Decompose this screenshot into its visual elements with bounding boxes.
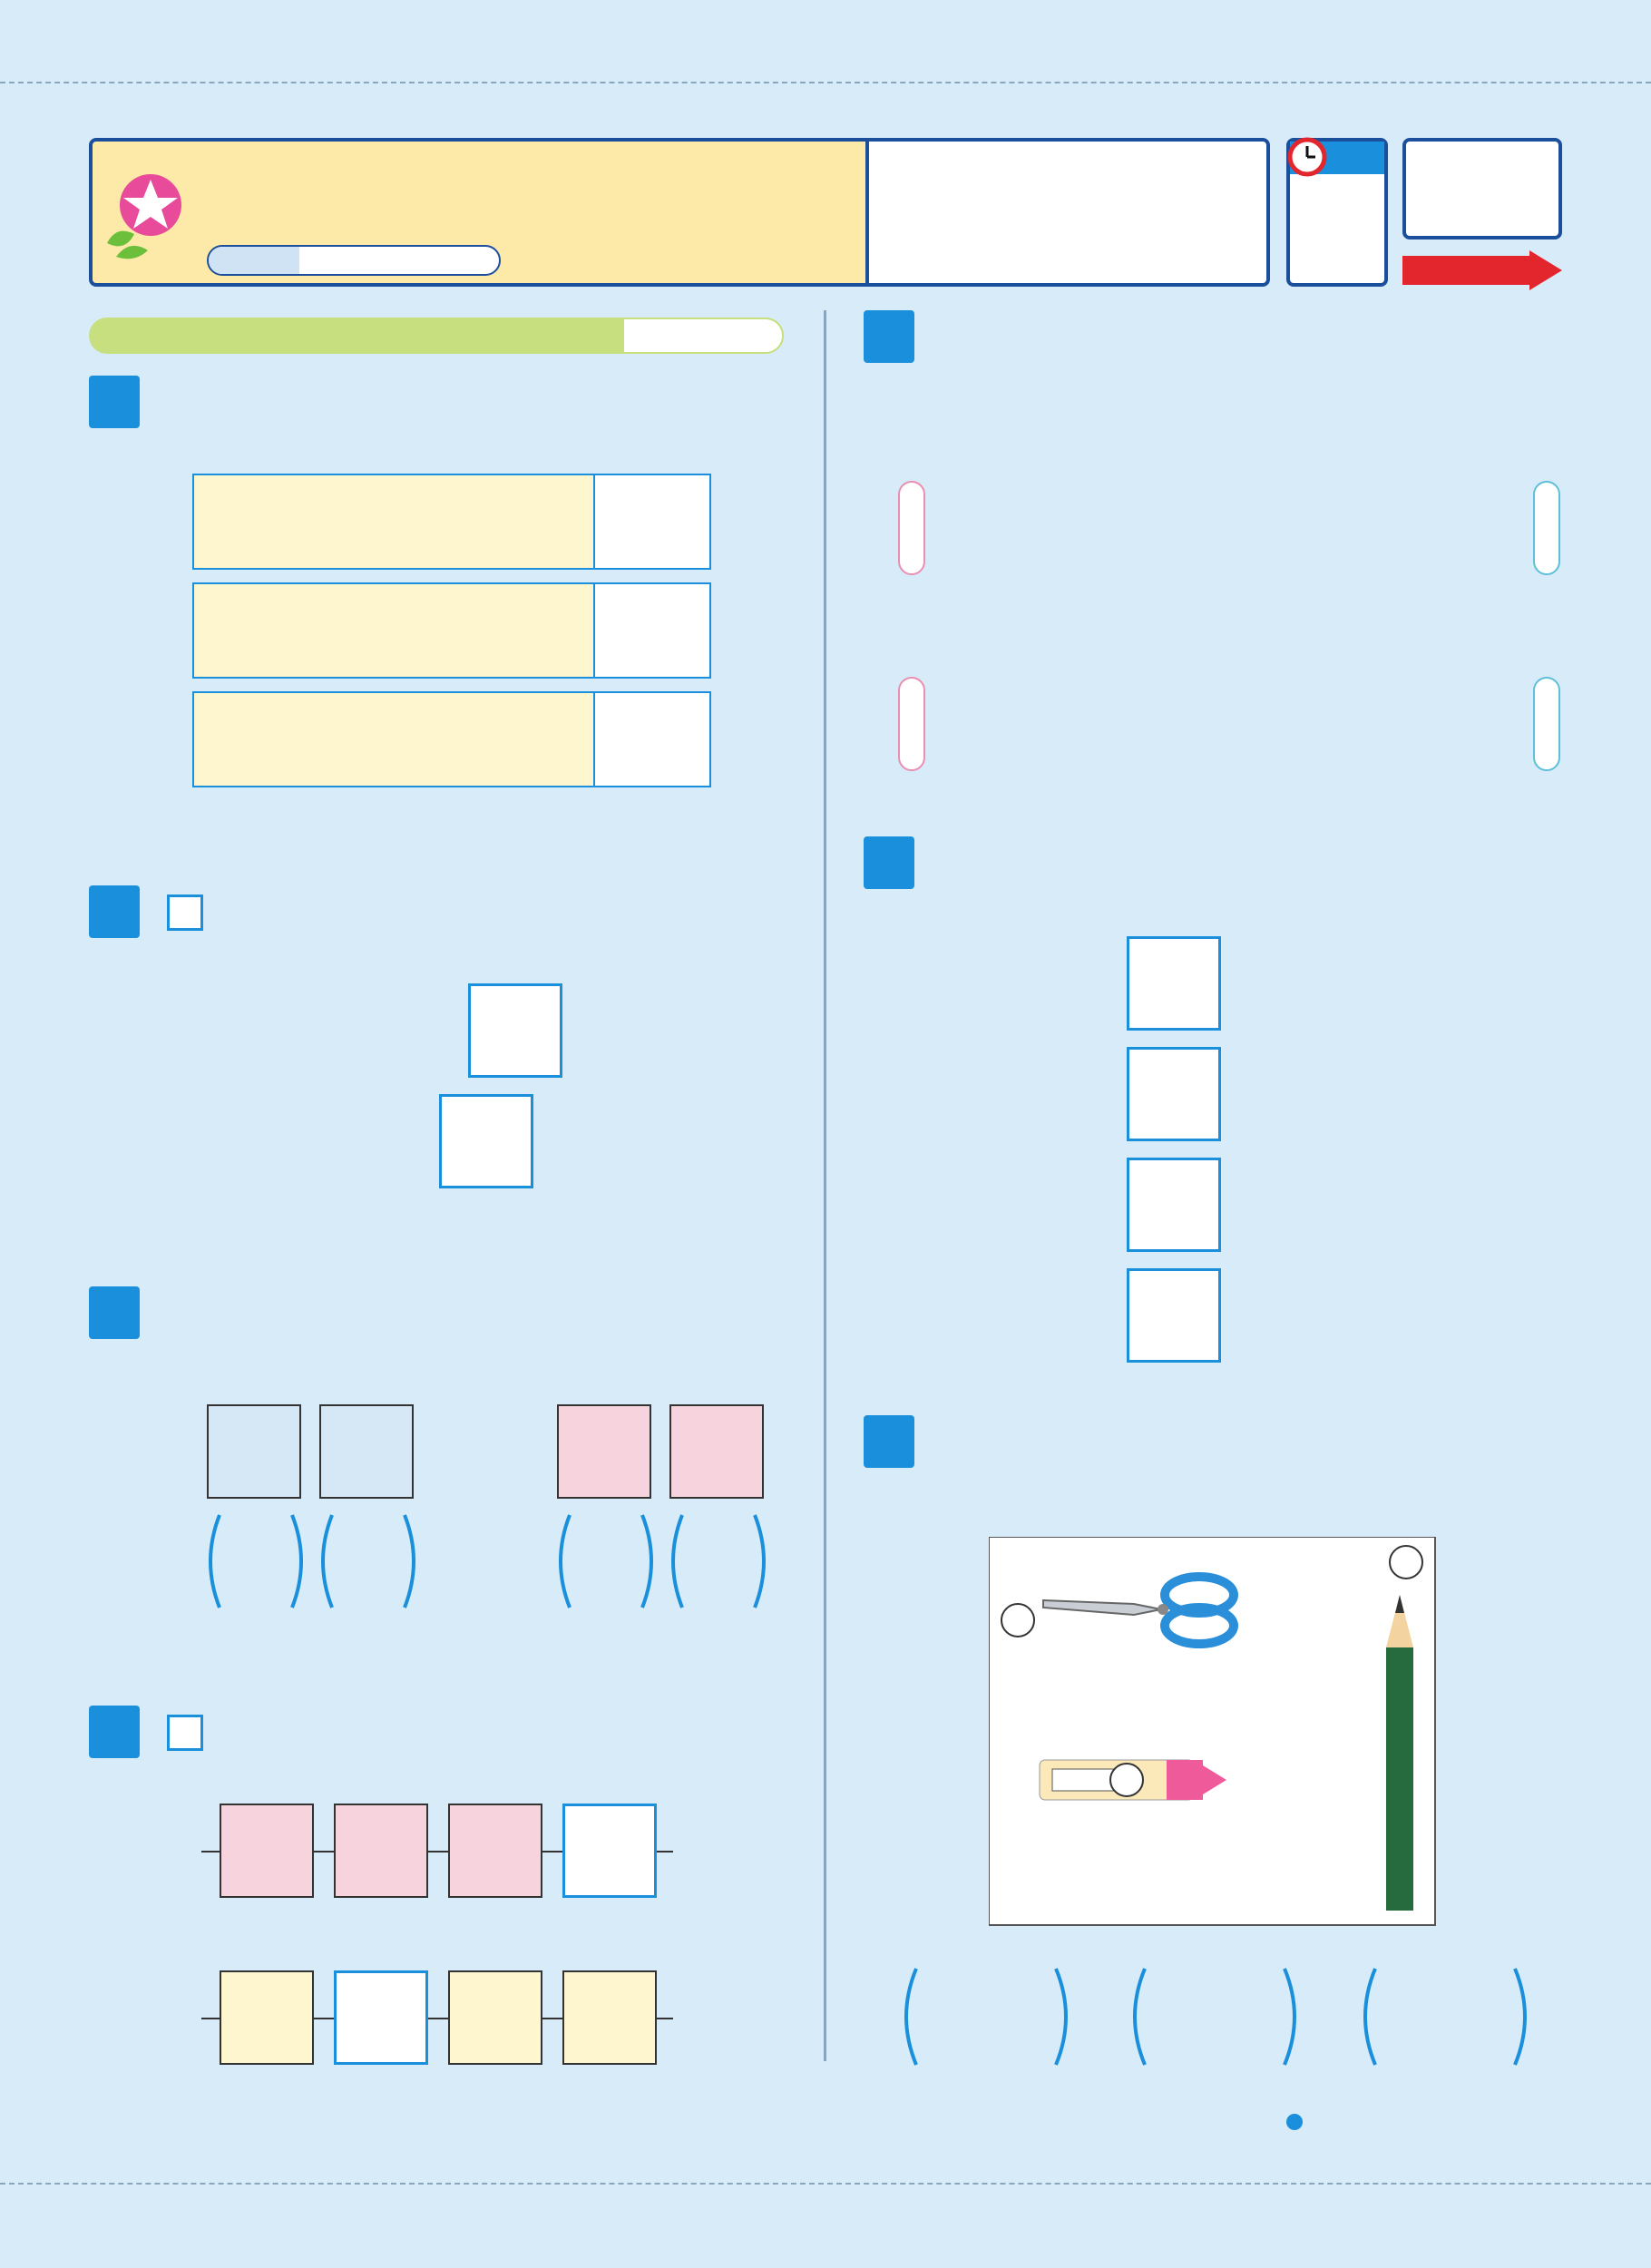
- apple-group: [194, 475, 593, 568]
- question-number-3: [89, 1286, 140, 1339]
- number-card: [319, 1404, 414, 1499]
- q2-answer-1[interactable]: [468, 983, 562, 1078]
- number-card: [207, 1404, 301, 1499]
- q1-row3-picture-box: [192, 691, 595, 787]
- grid-board: [989, 1537, 1437, 1927]
- question-number-5: [864, 310, 914, 363]
- back-label: [1533, 677, 1560, 771]
- question-number-6: [864, 836, 914, 889]
- number-card: [448, 1970, 542, 2065]
- q4-answer-1[interactable]: [562, 1804, 657, 1898]
- number-card: [448, 1804, 542, 1898]
- question-number-2: [89, 885, 140, 938]
- answer-arrow-icon: [1402, 250, 1562, 290]
- time-box: [1286, 138, 1388, 287]
- number-card: [334, 1804, 428, 1898]
- q7-answer-parens[interactable]: [894, 1965, 1533, 2068]
- flower-group: [194, 584, 593, 677]
- question-number-4: [89, 1706, 140, 1758]
- q6-answer-4[interactable]: [1127, 1268, 1221, 1363]
- cat-row-2[interactable]: [940, 671, 1529, 782]
- number-card: [669, 1404, 764, 1499]
- morning-glory-icon: [98, 171, 198, 261]
- question-number-1: [89, 376, 140, 428]
- q1-answer-1[interactable]: [593, 474, 711, 570]
- q6-answer-1[interactable]: [1127, 936, 1221, 1031]
- q1-answer-3[interactable]: [593, 691, 711, 787]
- textbook-range-pill: [207, 245, 501, 276]
- q2-blank-box-icon: [167, 894, 203, 931]
- dot-group: [194, 693, 593, 786]
- cut-line-top: [0, 82, 1651, 83]
- number-card: [562, 1970, 657, 2065]
- q6-answer-2[interactable]: [1127, 1047, 1221, 1141]
- q4-answer-2[interactable]: [334, 1970, 428, 2065]
- column-divider: [824, 310, 826, 2061]
- number-card: [557, 1404, 651, 1499]
- q1-answer-2[interactable]: [593, 582, 711, 679]
- q2-answer-2[interactable]: [439, 1094, 533, 1188]
- q3-answer-parens[interactable]: [200, 1511, 780, 1611]
- q4-blank-box-icon: [167, 1715, 203, 1751]
- textbook-label: [209, 247, 299, 274]
- q1-row1-picture-box: [192, 474, 595, 570]
- pencil-icon: [1386, 1595, 1413, 1911]
- clock-icon: [1286, 136, 1328, 178]
- back-label: [1533, 481, 1560, 575]
- q1-row2-picture-box: [192, 582, 595, 679]
- section-score-box[interactable]: [622, 318, 784, 354]
- question-number-7: [864, 1415, 914, 1468]
- continue-icon: [1286, 2114, 1303, 2130]
- q6-answer-3[interactable]: [1127, 1158, 1221, 1252]
- number-card: [220, 1970, 314, 2065]
- number-card: [220, 1804, 314, 1898]
- cat-row-1[interactable]: [940, 474, 1529, 584]
- front-label: [898, 481, 925, 575]
- name-date-panel[interactable]: [865, 138, 1270, 287]
- front-label: [898, 677, 925, 771]
- cut-line-bottom: [0, 2183, 1651, 2185]
- score-box[interactable]: [1402, 138, 1562, 240]
